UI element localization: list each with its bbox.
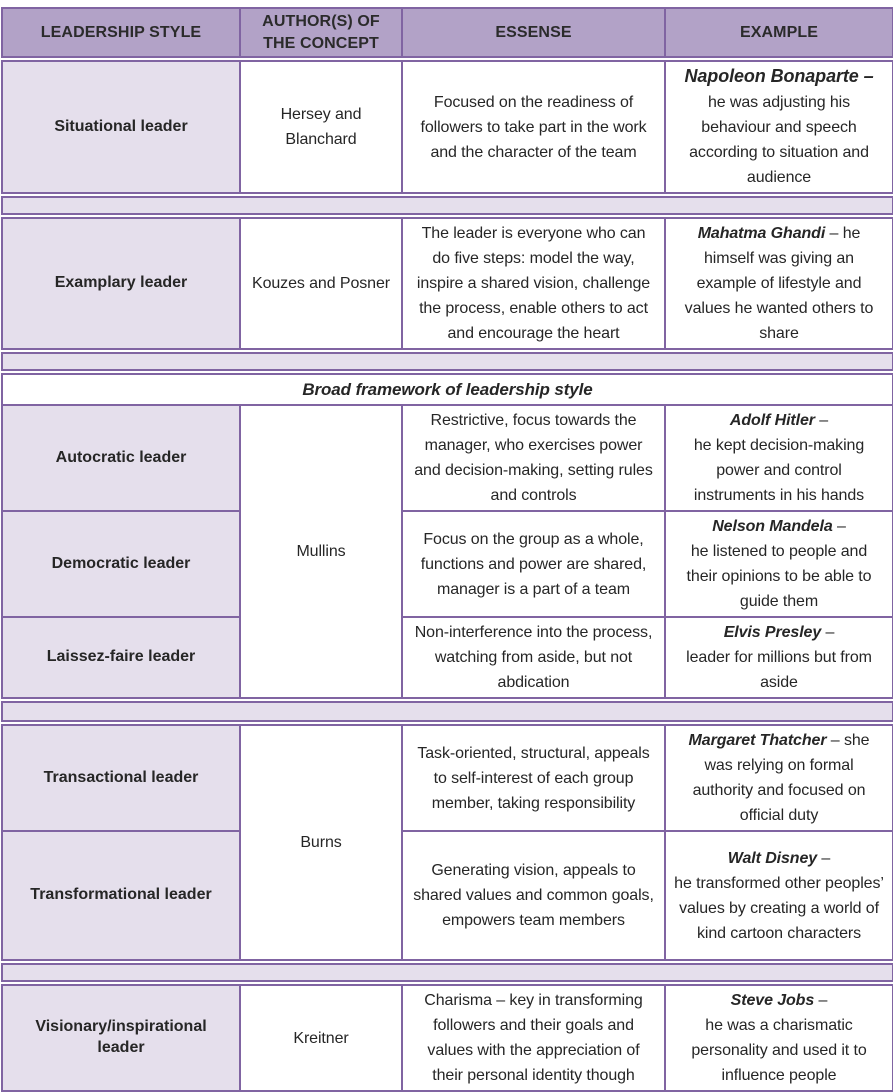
essence-cell: The leader is everyone who can do five steps: model the way, inspire a shared vision, challenge the process, enable others to act and encourage the heart: [402, 216, 665, 351]
essence-cell: Charisma – key in transforming followers and their goals and values with the appreciation of their personal identity though: [402, 983, 665, 1091]
essence-cell: Focused on the readiness of followers to take part in the work and the character of the team: [402, 59, 665, 195]
table-row-visionary: [2, 983, 893, 1091]
style-cell: Transactional leader: [2, 723, 240, 831]
example-description: was relying on formal authority and focused on official duty: [692, 757, 866, 825]
table-row-autocratic: [2, 405, 893, 511]
essence-cell: Focus on the group as a whole, functions and power are shared, manager is a part of a team: [402, 511, 665, 617]
spacer-row: [2, 700, 893, 723]
example-cell: [665, 216, 893, 351]
example-cell: [665, 405, 893, 511]
example-person-name: Adolf Hitler: [729, 412, 815, 430]
section-header-row: [2, 372, 893, 405]
example-cell: [665, 983, 893, 1091]
table-row-democratic: [2, 511, 893, 617]
example-description: himself was giving an example of lifestyle and values he wanted others to share: [684, 250, 874, 343]
example-first-line: –: [832, 518, 846, 536]
example-first-line: –: [817, 849, 831, 867]
spacer-row: [2, 962, 893, 983]
style-cell: Laissez-faire leader: [2, 617, 240, 700]
leadership-styles-table: [1, 7, 893, 1092]
example-cell: [665, 59, 893, 195]
author-cell: Hersey and Blanchard: [240, 59, 402, 195]
example-description: he kept decision-making power and control instruments in his hands: [693, 437, 865, 505]
example-cell: [665, 831, 893, 962]
spacer-cell: [2, 700, 893, 723]
author-cell: Burns: [240, 723, 402, 962]
table-row-transactional: [2, 723, 893, 831]
spacer-cell: [2, 351, 893, 372]
example-cell: [665, 723, 893, 831]
header-example: EXAMPLE: [665, 8, 893, 59]
example-cell: [665, 617, 893, 700]
table-row-transformational: [2, 831, 893, 962]
spacer-row: [2, 351, 893, 372]
spacer-row: [2, 195, 893, 216]
example-person-name: Elvis Presley: [723, 624, 822, 642]
style-cell: Situational leader: [2, 59, 240, 195]
example-person-name: Mahatma Ghandi: [697, 225, 826, 243]
example-person-name: Margaret Thatcher: [688, 732, 827, 750]
example-first-line: – she: [826, 732, 870, 750]
example-person-name: Nelson Mandela: [712, 518, 833, 536]
example-cell: [665, 511, 893, 617]
example-first-line: –: [814, 992, 828, 1010]
essence-cell: Task-oriented, structural, appeals to self-interest of each group member, taking responsibility: [402, 723, 665, 831]
author-cell: Mullins: [240, 405, 402, 700]
section-title: Broad framework of leadership style: [2, 372, 893, 405]
table-row-situational: [2, 59, 893, 195]
essence-cell: Non-interference into the process, watching from aside, but not abdication: [402, 617, 665, 700]
author-cell: Kouzes and Posner: [240, 216, 402, 351]
example-description: he was a charismatic personality and used it to influence people: [691, 1017, 867, 1085]
example-person-name: Steve Jobs: [730, 992, 815, 1010]
style-cell: Transformational leader: [2, 831, 240, 962]
example-description: he was adjusting his behaviour and speech according to situation and audience: [689, 94, 869, 187]
author-cell: Kreitner: [240, 983, 402, 1091]
table-row-laissez-faire: [2, 617, 893, 700]
style-cell: Democratic leader: [2, 511, 240, 617]
style-cell: Visionary/inspirational leader: [2, 983, 240, 1091]
example-first-line: – he: [825, 225, 861, 243]
header-row: [2, 8, 893, 59]
example-person-name: Napoleon Bonaparte –: [684, 66, 874, 87]
header-essense: ESSENSE: [402, 8, 665, 59]
example-first-line: –: [814, 412, 829, 430]
spacer-cell: [2, 195, 893, 216]
example-person-name: Walt Disney: [727, 849, 818, 867]
style-cell: Autocratic leader: [2, 405, 240, 511]
essence-cell: Generating vision, appeals to shared values and common goals, empowers team members: [402, 831, 665, 962]
essence-cell: Restrictive, focus towards the manager, who exercises power and decision-making, setting rules and controls: [402, 405, 665, 511]
example-description: he listened to people and their opinions to be able to guide them: [686, 543, 872, 611]
example-first-line: –: [821, 624, 835, 642]
example-description: leader for millions but from aside: [686, 649, 872, 692]
header-leadership-style: LEADERSHIP STYLE: [2, 8, 240, 59]
table-row-examplary: [2, 216, 893, 351]
example-description: he transformed other peoples’ values by creating a world of kind cartoon characters: [674, 874, 884, 942]
spacer-cell: [2, 962, 893, 983]
header-authors: AUTHOR(S) OF THE CONCEPT: [240, 8, 402, 59]
style-cell: Examplary leader: [2, 216, 240, 351]
